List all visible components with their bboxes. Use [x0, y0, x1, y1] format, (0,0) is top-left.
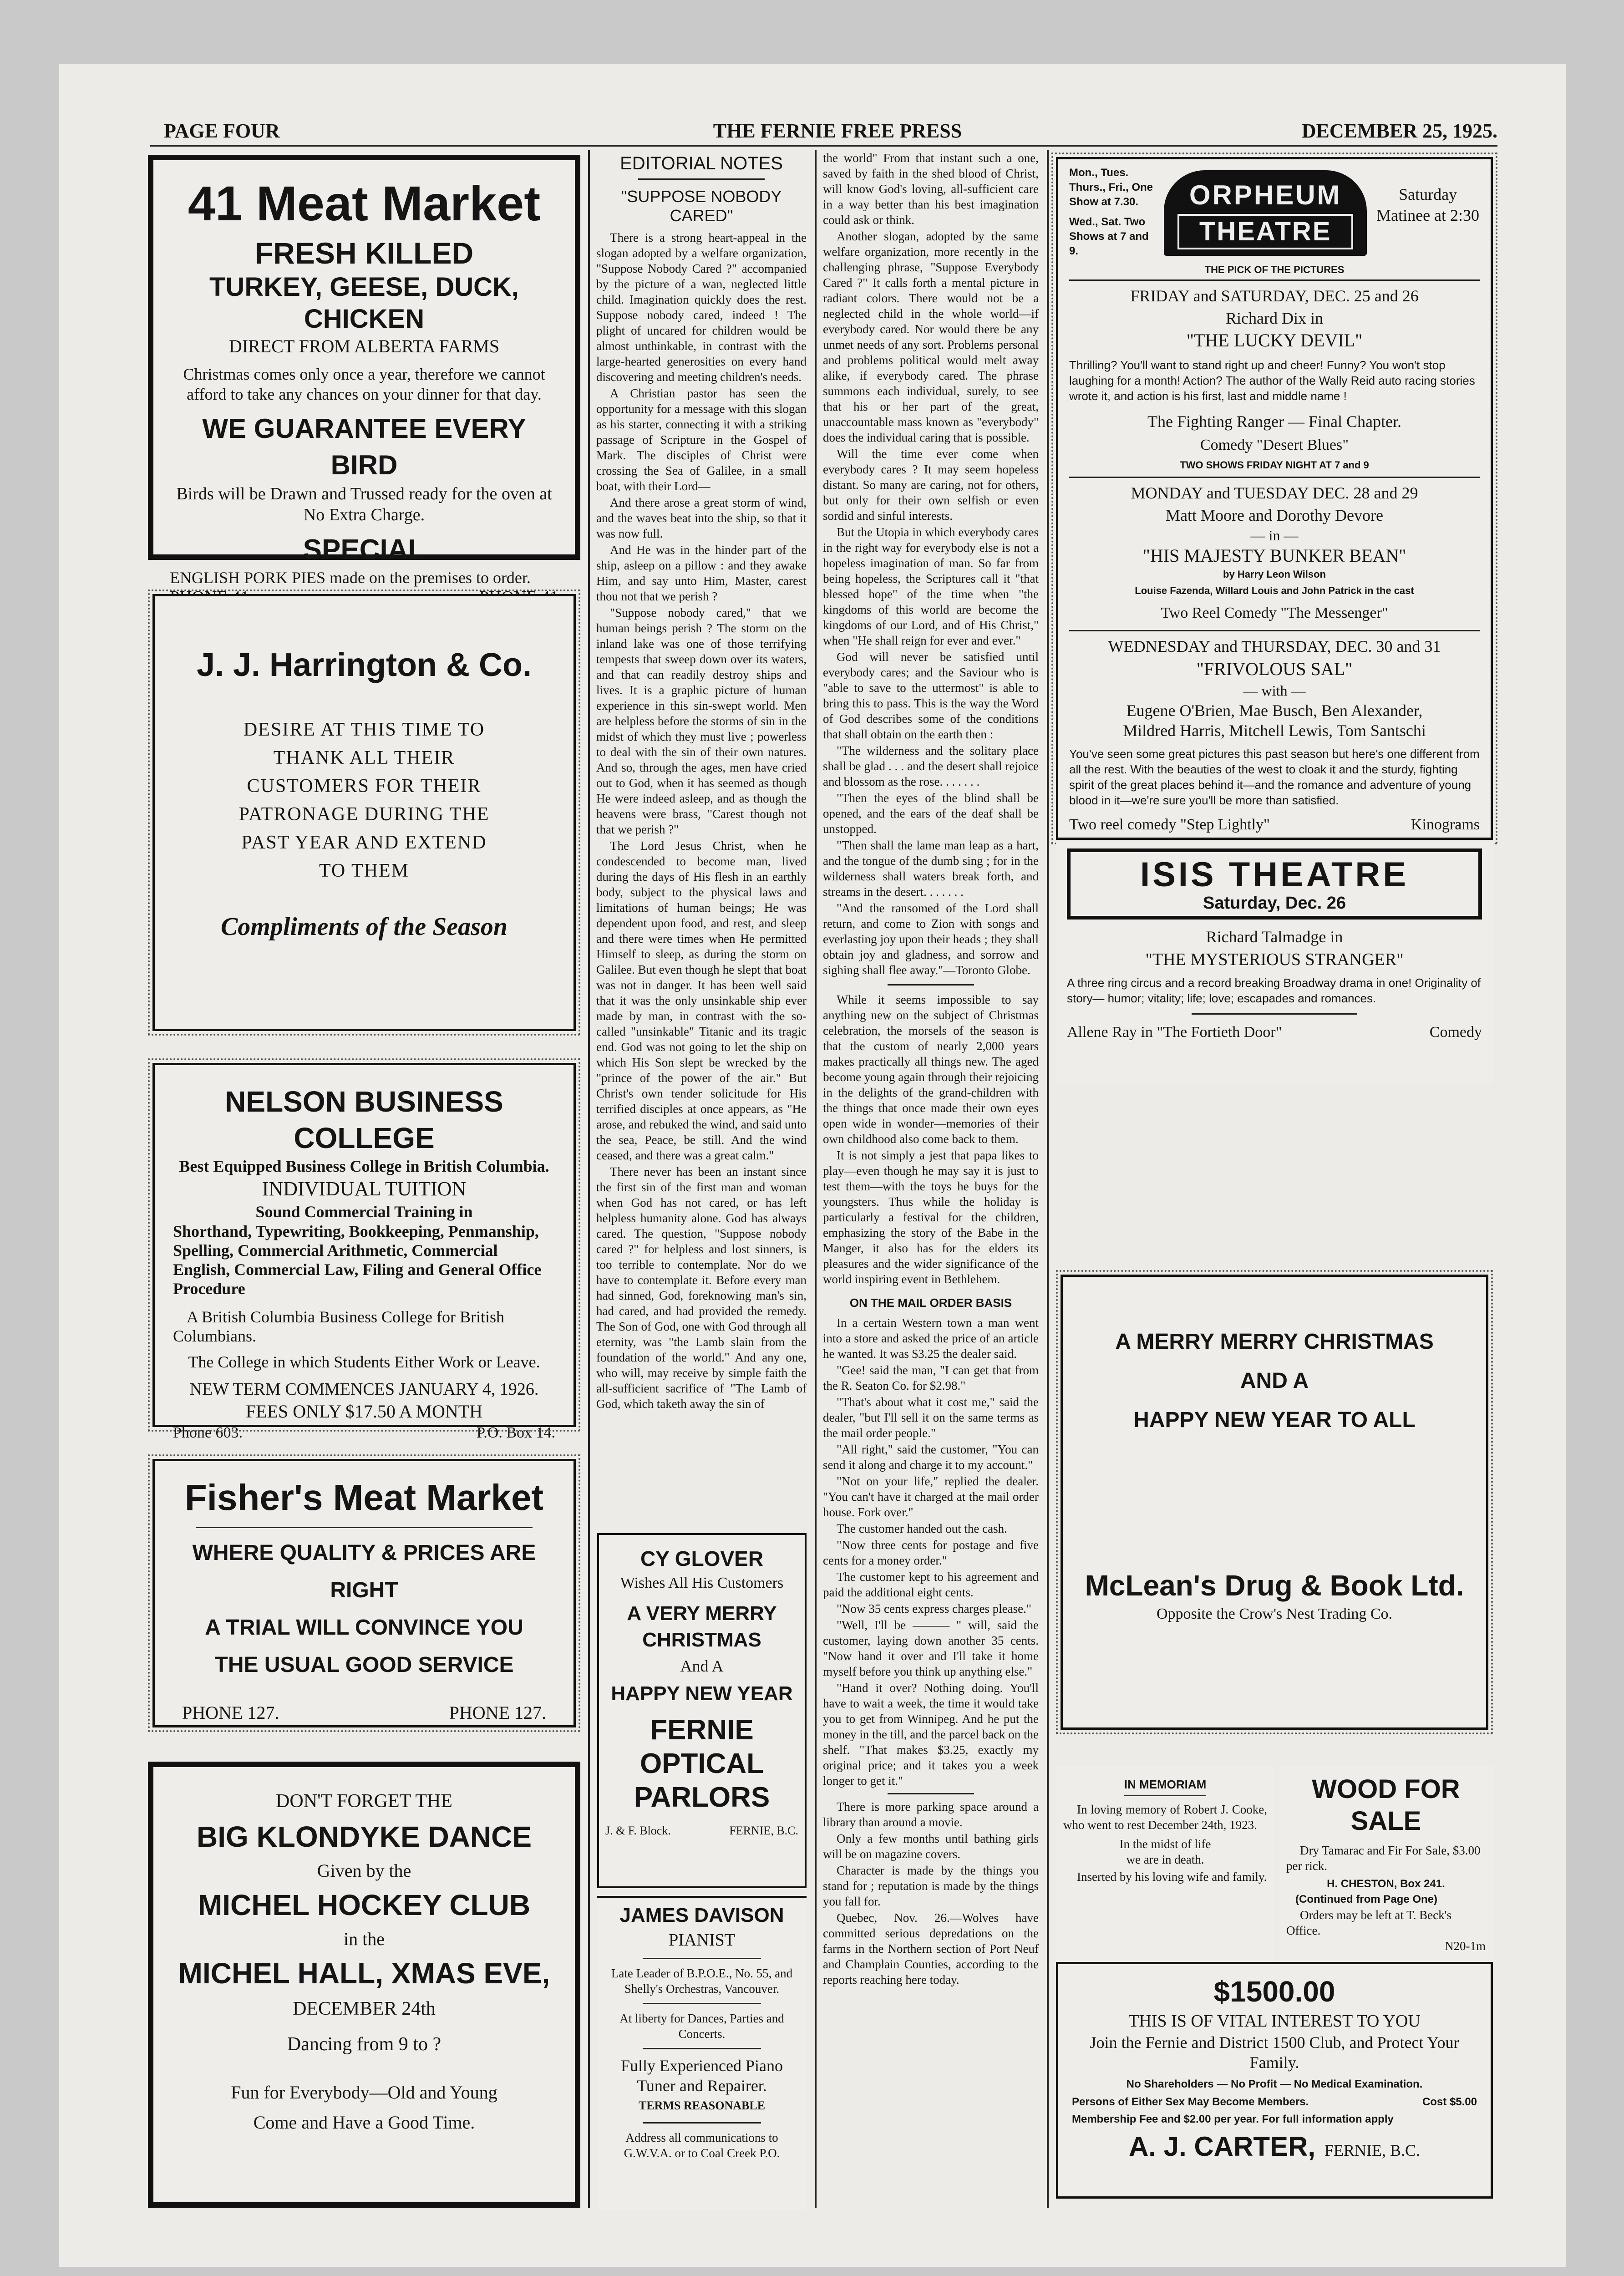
ad-line: And A	[680, 1657, 724, 1675]
memoriam-title: IN MEMORIAM	[1124, 1778, 1207, 1791]
ad-line: FEES ONLY $17.50 A MONTH	[245, 1401, 483, 1422]
phone-right: PHONE 127.	[449, 1702, 546, 1723]
paragraph: "Now 35 cents express charges please."	[837, 1602, 1031, 1616]
ad-line: DON'T FORGET THE	[276, 1791, 452, 1812]
ad-line: Fun for Everybody—Old and Young	[231, 2082, 497, 2103]
program-star: Richard Talmadge in	[1206, 928, 1343, 946]
ad-line: SPECIAL	[303, 534, 426, 565]
paragraph: the world" From that instant such a one, saved by faith in the shed blood of Christ, will know God's loving, all-sufficient care in a way better than his best imagination could ask or think.	[823, 151, 1039, 227]
paragraph: "Then the eyes of the blind shall be opened, and the ears of the deaf shall be unstopped.	[823, 791, 1039, 836]
column-rule	[1047, 150, 1049, 2208]
program-star: Matt Moore and Dorothy Devore	[1166, 506, 1383, 524]
paragraph: The customer kept to his agreement and paid the additional eight cents.	[823, 1570, 1039, 1599]
memoriam-inserted: Inserted by his loving wife and family.	[1077, 1870, 1267, 1884]
program-heading: FRIDAY and SATURDAY, DEC. 25 and 26	[1130, 287, 1419, 305]
club-cost: Cost $5.00	[1422, 2096, 1477, 2108]
paragraph: In a certain Western town a man went into a store and asked the price of an article he wanted. It was $3.25 the dealer said.	[823, 1316, 1039, 1361]
ad-line: TO THEM	[319, 860, 409, 881]
wood-seller: H. CHESTON, Box 241.	[1327, 1878, 1445, 1890]
ad-line: A VERY MERRY CHRISTMAS	[627, 1602, 777, 1651]
paragraph: The Lord Jesus Christ, when he condescended to become man, lived during the days of His flesh in an earthly body, subject to the physical laws and limitations of human beings; He was dependent upon food, and rest, and sleep and there were times when He permitted Himself to sleep, as during the storm on Galilee. But even though he slept that boat was not in danger. It has been well said that it was the only unsinkable ship ever made by man, in contrast with the so-called "unsinkable" Titanic and its tragic end. God was not going to let the ship on which His Son slept be wrecked by the "prince of the power of the air." But Christ's own tender solicitude for His terrified disciples at once appears, as "He arose, and rebuked the wind, and said unto the sea, Peace, be still. And the wind ceased, and there was a great calm."	[596, 839, 807, 1162]
paragraph: Character is made by the things you stand for ; reputation is made by the things you fall for.	[823, 1864, 1039, 1908]
wood-continued: (Continued from Page One)	[1295, 1893, 1437, 1905]
wood-orders: Orders may be left at T. Beck's Office.	[1286, 1908, 1452, 1937]
club-amount: $1500.00	[1213, 1975, 1335, 2008]
column-rule	[588, 150, 590, 2208]
paragraph: But the Utopia in which everybody cares in the right way for everybody else is not a hopeless imagination of man. So far from being hopeless, the Scriptures call it "that blessed hope" of the time when "the kingdoms of this world are become the kingdoms of our Lord, and of His Christ," when "He shall reign for ever and ever."	[823, 525, 1039, 647]
paragraph: Another slogan, adopted by the same welfare organization, more recently in the challenging phrase, "Suppose Everybody Cared ?" It calls forth a mental picture in radiant colors. There would not be a neglected child in the whole world—if everybody cared. Nor would there be any unmet needs of any sort. Problems personal and problems political would melt away alike, if everybody cared. The phrase summons each individual, surely, to see that his or her part of the great, unaccountable mass known as "everybody" does the individual caring that is possible.	[823, 229, 1039, 444]
ad-line: CUSTOMERS FOR THEIR	[247, 776, 482, 797]
ad-line: The College in which Students Either Work or Leave.	[188, 1353, 540, 1371]
program-description: You've seen some great pictures this past season but here's one different from all the rest. With the beauties of the west to cloak it and the sturdy, fighting spirit of the great places behind it—and the romance and adventure of young blood in it—we're sure you'll be more than satisfied.	[1069, 747, 1480, 807]
program-heading: MONDAY and TUESDAY DEC. 28 and 29	[1131, 484, 1418, 502]
program-serial: The Fighting Ranger — Final Chapter.	[1147, 412, 1401, 431]
paragraph: A Christian pastor has seen the opportunity for a message with this slogan as his starter, connecting it with a striking passage of Scripture in the Gospel of Mark. The disciples of Christ were crossing the Sea of Galilee, in a small boat, with their Lord—	[596, 386, 807, 493]
paragraph: There never has been an instant since the first sin of the first man and woman when God has not cared, or has left helpless humanity alone. God has always cared. The question, "Suppose nobody cared ?" for helpless and lost sinners, is too terrible to contemplate. Nor do we have to contemplate it. Before every man had sinned, God, foreknowing man's sin, had cared, and had provided the remedy. The Son of God, one with God through all eternity, was "the Lamb slain from the foundation of the world." And any one, who will, may receive by simple faith the all-sufficient sacrifice of "The Lamb of God, which taketh away the sin of	[596, 1165, 807, 1411]
paragraph: "The wilderness and the solitary place shall be glad . . . and the desert shall rejoice and blossom as the rose. . . . . . .	[823, 744, 1039, 788]
ad-line: PATRONAGE DURING THE	[239, 804, 490, 825]
page-label: PAGE FOUR	[164, 120, 280, 142]
program-comedy: Two Reel Comedy "The Messenger"	[1161, 605, 1388, 621]
program-star: Richard Dix in	[1226, 309, 1323, 327]
program-note: TWO SHOWS FRIDAY NIGHT AT 7 and 9	[1180, 459, 1369, 471]
ad-line: FERNIE OPTICAL PARLORS	[634, 1714, 770, 1813]
ad-text: Christmas comes only once a year, therefore we cannot afford to take any chances on your dinner for that day.	[183, 365, 545, 403]
program-comedy: Two reel comedy "Step Lightly"	[1069, 816, 1270, 833]
memoriam-text: In loving memory of Robert J. Cooke, who went to rest December 24th, 1923.	[1063, 1803, 1267, 1832]
paragraph: "Gee! said the man, "I can get that from the R. Seaton Co. for $2.98."	[823, 1363, 1039, 1392]
ad-line: INDIVIDUAL TUITION	[262, 1178, 467, 1200]
editorial-column-1	[596, 150, 807, 1525]
paper-name: THE FERNIE FREE PRESS	[713, 120, 962, 142]
ad-line: Come and Have a Good Time.	[253, 2112, 475, 2133]
paragraph: "Hand it over? Nothing doing. You'll have to wait a week, the time it would take you to get from Winnipeg. And he put the money in the till, and the parcel back on the shelf. "That makes $3.25, exactly my original price; and it takes you a week longer to get it."	[823, 1681, 1039, 1788]
orpheum-logo	[1164, 170, 1367, 256]
paragraph: There is more parking space around a library than around a movie.	[823, 1800, 1039, 1829]
paragraph: "Then shall the lame man leap as a hart, and the tongue of the dumb sing ; for in the wilderness shall waters break forth, and streams in the desert. . . . . . .	[823, 838, 1039, 899]
club-persons: Persons of Either Sex May Become Members.	[1072, 2096, 1309, 2108]
paragraph: It is not simply a jest that papa likes to play—even though he may say it is just to test them—with the toys he buys for the youngsters. Thus while the holiday is particularly a festival for the children, emphasizing the story of the Babe in the Manger, it also has for the elders its pleasures and the wider significance of the world inspiring event in Bethlehem.	[823, 1148, 1039, 1286]
club-join: Join the Fernie and District 1500 Club, and Protect Your Family.	[1090, 2033, 1459, 2072]
orpheum-matinee: Saturday Matinee at 2:30	[1376, 185, 1480, 224]
program-comedy: Comedy "Desert Blues"	[1200, 437, 1349, 453]
po-box: P.O. Box 14.	[477, 1424, 555, 1441]
ad-text: Fully Experienced Piano Tuner and Repairer.	[621, 2057, 783, 2095]
isis-date: Saturday, Dec. 26	[1203, 894, 1346, 913]
program-description: A three ring circus and a record breaking Broadway drama in one! Originality of story— humor; vitality; life; love; escapades and romances.	[1067, 976, 1481, 1005]
mclean-drug-ad	[1061, 1275, 1488, 1730]
paragraph: Only a few months until bathing girls will be on magazine covers.	[823, 1832, 1039, 1861]
ad-line: HAPPY NEW YEAR TO ALL	[1133, 1408, 1416, 1432]
mail-order-heading: ON THE MAIL ORDER BASIS	[849, 1296, 1012, 1310]
ad-line: Wishes All His Customers	[620, 1575, 784, 1591]
paragraph: "That's about what it cost me," said the dealer, "but I'll sell it on the same terms as the mail order people."	[823, 1395, 1039, 1440]
ad-title: 41 Meat Market	[188, 176, 541, 231]
program-cast: Louise Fazenda, Willard Louis and John Patrick in the cast	[1135, 585, 1414, 596]
club-town: FERNIE, B.C.	[1325, 2141, 1421, 2159]
klondyke-dance-ad	[148, 1762, 580, 2208]
ad-line: PIANIST	[669, 1931, 735, 1950]
program-author: by Harry Leon Wilson	[1223, 569, 1326, 580]
ad-line: DESIRE AT THIS TIME TO	[243, 719, 485, 740]
program-film: "HIS MAJESTY BUNKER BEAN"	[1142, 545, 1406, 566]
fernie-1500-club-ad	[1056, 1962, 1493, 2199]
james-davison-ad	[597, 1896, 807, 2210]
paragraph: And there arose a great storm of wind, and the waves beat into the ship, so that it was now full.	[596, 496, 807, 540]
editorial-heading: EDITORIAL NOTES	[620, 153, 783, 173]
ad-text: Address all communications to G.W.V.A. or to Coal Creek P.O.	[624, 2131, 780, 2160]
ad-text: At liberty for Dances, Parties and Concerts.	[619, 2012, 784, 2041]
orpheum-schedule-2: Wed., Sat. Two Shows at 7 and 9.	[1069, 216, 1149, 257]
ad-text: Late Leader of B.P.O.E., No. 55, and Shelly's Orchestras, Vancouver.	[611, 1966, 793, 1996]
program-description: Thrilling? You'll want to stand right up and cheer! Funny? You won't stop laughing for a month! Action? The author of the Wally Reid auto racing stories wrote it, and action is his first, last and middle name !	[1069, 358, 1475, 403]
ad-text: Shorthand, Typewriting, Bookkeeping, Penmanship, Spelling, Commercial Arithmetic, Commercial English, Commercial Law, Filing and General Office Procedure	[173, 1222, 542, 1298]
ad-text: Birds will be Drawn and Trussed ready for the oven at No Extra Charge.	[176, 484, 552, 524]
ad-text: A British Columbia Business College for British Columbians.	[173, 1308, 505, 1345]
ad-line: DECEMBER 24th	[293, 1998, 436, 2019]
program-film: "FRIVOLOUS SAL"	[1196, 659, 1353, 679]
isis-name: ISIS THEATRE	[1140, 855, 1409, 894]
cy-glover-ad	[597, 1533, 807, 1888]
program-heading: WEDNESDAY and THURSDAY, DEC. 30 and 31	[1108, 637, 1441, 655]
ad-line: THANK ALL THEIR	[273, 747, 455, 768]
program-newsreel: Kinograms	[1411, 816, 1480, 833]
program-film: "THE LUCKY DEVIL"	[1186, 330, 1363, 351]
ad-line: Given by the	[317, 1860, 411, 1881]
ad-line: TURKEY, GEESE, DUCK, CHICKEN	[209, 272, 519, 334]
ad-line: A MERRY MERRY CHRISTMAS	[1115, 1330, 1434, 1354]
paragraph: "Well, I'll be ——— " will, said the customer, laying down another 35 cents. "Now hand it over and I'll take it home myself before you think up anything else."	[823, 1618, 1039, 1678]
isis-banner	[1067, 848, 1482, 920]
ad-line: JAMES DAVISON	[619, 1904, 784, 1926]
memoriam-verse: we are in death.	[1126, 1853, 1204, 1866]
wood-title: WOOD FOR SALE	[1312, 1774, 1460, 1836]
store-name: McLean's Drug & Book Ltd.	[1085, 1569, 1464, 1602]
ad-line: CY GLOVER	[640, 1547, 764, 1570]
ad-text: ENGLISH PORK PIES made on the premises to order.	[170, 569, 531, 587]
editorial-title: "SUPPOSE NOBODY CARED"	[621, 187, 782, 225]
program-separator: — in —	[1250, 527, 1299, 544]
paragraph: "Suppose nobody cared," that we human beings perish ? The storm on the inland lake was one of those terrifying tempests that sweep down over its waters, and that can readily destroy ships and lives. It is a graphic picture of human experience in this sin-swept world. Men are helpless before the storms of sin in the midst of which they must live ; powerless to deal with the sin of their own natures. And so, through the ages, men have cried out to God, when it has seemed as though He were indeed asleep, and as though the heavens were brass, "Carest though not that we perish ?"	[596, 606, 807, 836]
store-location: Opposite the Crow's Nest Trading Co.	[1156, 1605, 1393, 1622]
paragraph: The customer handed out the cash.	[837, 1522, 1007, 1535]
club-headline: THIS IS OF VITAL INTEREST TO YOU	[1128, 2012, 1421, 2031]
orpheum-schedule-1: Mon., Tues. Thurs., Fri., One Show at 7.30.	[1069, 167, 1153, 208]
program-cast: Eugene O'Brien, Mae Busch, Ben Alexander,	[1126, 701, 1423, 720]
ad-line: NEW TERM COMMENCES JANUARY 4, 1926.	[189, 1380, 539, 1399]
orpheum-theatre-ad	[1056, 157, 1493, 840]
header-rule	[150, 145, 1497, 147]
orpheum-tagline: THE PICK OF THE PICTURES	[1204, 264, 1345, 275]
phone: Phone 603.	[173, 1424, 243, 1441]
ad-address: J. & F. Block.	[605, 1824, 671, 1837]
ad-line: in the	[344, 1929, 385, 1949]
ad-line: AND A	[1240, 1369, 1309, 1393]
in-memoriam	[1056, 1766, 1274, 1966]
program-separator: — with —	[1243, 682, 1306, 699]
paragraph: There is a strong heart-appeal in the slogan adopted by a welfare organization, "Suppose Nobody Cared ?" accompanied by the picture of a wan, neglected little child. Imagination quickly does the rest. Suppose nobody cared, indeed ! The plight of uncared for children would be almost unthinkable, in contrast with the large-hearted generosities on every hand discovering and meeting children's needs.	[596, 231, 807, 384]
orpheum-name: ORPHEUM	[1189, 180, 1342, 210]
program-second: Allene Ray in "The Fortieth Door"	[1067, 1024, 1282, 1041]
paragraph: God will never be satisfied until everybody cares; and the Saviour who is "able to save to the uttermost" is able to bring this to pass. This is the way the Word of God describes some of the conditions that shall obtain on the earth then :	[823, 650, 1039, 741]
ad-line: HAPPY NEW YEAR	[611, 1682, 793, 1705]
paragraph: "Not on your life," replied the dealer. "You can't have it charged at the mail order house. Fork over."	[823, 1474, 1039, 1519]
paragraph: "And the ransomed of the Lord shall return, and come to Zion with songs and everlasting joy upon their heads ; they shall obtain joy and gladness, and sorrow and sighing shall flee away."—Toronto Globe.	[823, 901, 1039, 977]
club-terms: No Shareholders — No Profit — No Medical Examination.	[1126, 2078, 1423, 2090]
ad-line: DIRECT FROM ALBERTA FARMS	[228, 336, 500, 356]
ad-line: THE USUAL GOOD SERVICE	[214, 1653, 514, 1677]
issue-date: DECEMBER 25, 1925.	[1301, 120, 1497, 142]
paragraph: "All right," said the customer, "You can send it along and charge it to my account."	[823, 1443, 1039, 1472]
meat-market-41-ad	[148, 155, 580, 587]
paragraph: And He was in the hinder part of the ship, asleep on a pillow : and they awake Him, and say unto Him, Master, carest thou not that we perish ?	[596, 543, 807, 603]
ad-title: J. J. Harrington & Co.	[196, 647, 532, 683]
orpheum-name-2: THEATRE	[1177, 214, 1353, 249]
wood-text: Dry Tamarac and Fir For Sale, $3.00 per rick.	[1286, 1844, 1481, 1873]
memoriam-verse: In the midst of life	[1119, 1837, 1211, 1851]
paragraph: While it seems impossible to say anything new on the subject of Christmas celebration, the morsels of the season is that the custom of nearly 2,000 years makes practically all things new. The aged become young again through their rejoicing in the delights of the grand-children with the things that once made their own eyes open wide in wonder—memories of their own childhood also come back to them.	[823, 993, 1039, 1146]
isis-theatre-ad	[1056, 842, 1493, 1083]
ad-title: NELSON BUSINESS COLLEGE	[225, 1085, 503, 1154]
ad-line: PAST YEAR AND EXTEND	[241, 832, 487, 853]
ad-line: Dancing from 9 to ?	[287, 2034, 442, 2055]
phone-left: PHONE 127.	[182, 1702, 279, 1723]
ad-line: MICHEL HALL, XMAS EVE,	[178, 1957, 550, 1990]
program-cast: Mildred Harris, Mitchell Lewis, Tom Santschi	[1123, 721, 1426, 740]
ad-line: WE GUARANTEE EVERY BIRD	[202, 413, 526, 480]
ad-line: WHERE QUALITY & PRICES ARE RIGHT	[192, 1541, 536, 1602]
ad-town: FERNIE, B.C.	[729, 1824, 798, 1837]
wood-code: N20-1m	[1445, 1939, 1486, 1953]
harrington-ad	[152, 594, 576, 1031]
ad-line: MICHEL HOCKEY CLUB	[198, 1889, 531, 1921]
nelson-college-ad	[152, 1063, 576, 1441]
paragraph: "Now three cents for postage and five cents for a money order."	[823, 1538, 1039, 1567]
club-agent: A. J. CARTER,	[1128, 2131, 1315, 2162]
program-film: "THE MYSTERIOUS STRANGER"	[1145, 950, 1404, 969]
ad-line: Best Equipped Business College in British Columbia.	[179, 1157, 549, 1175]
ad-closing: Compliments of the Season	[220, 913, 508, 941]
program-comedy: Comedy	[1429, 1024, 1482, 1041]
paragraph: Quebec, Nov. 26.—Wolves have committed serious depredations on the farms in the Northern section of Port Neuf and Champlain Counties, according to the reports reaching here today.	[823, 1911, 1039, 1986]
club-fee: Membership Fee and $2.00 per year. For full information apply	[1072, 2113, 1394, 2125]
ad-line: Sound Commercial Training in	[255, 1203, 473, 1221]
paragraph: Will the time ever come when everybody cares ? It may seem hopeless distant. So many are caring, not for others, but only for their own selfish or even sordid and sinful interests.	[823, 447, 1039, 523]
ad-title: Fisher's Meat Market	[184, 1477, 544, 1518]
ad-line: BIG KLONDYKE DANCE	[196, 1820, 532, 1853]
editorial-column-2	[823, 150, 1039, 2208]
fisher-meat-market-ad	[152, 1459, 576, 1727]
wood-for-sale	[1279, 1766, 1493, 1966]
ad-line: FRESH KILLED	[254, 236, 474, 270]
ad-line: TERMS REASONABLE	[638, 2099, 766, 2112]
ad-line: A TRIAL WILL CONVINCE YOU	[205, 1616, 523, 1640]
column-rule	[815, 150, 817, 2208]
